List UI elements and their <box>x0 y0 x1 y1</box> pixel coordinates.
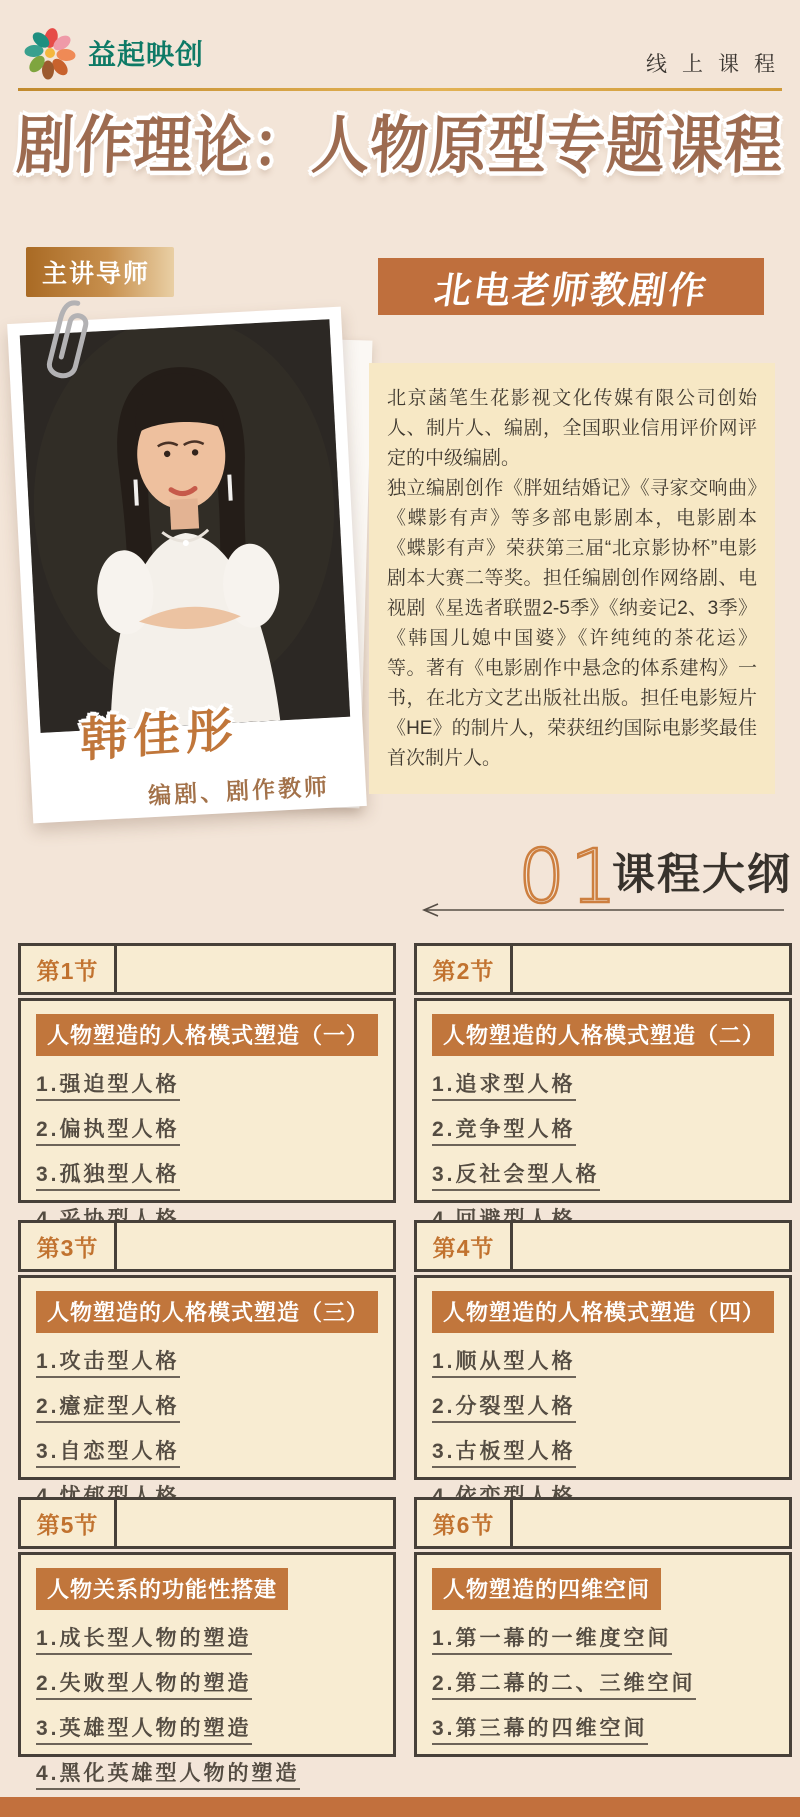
course-card-body <box>18 1552 396 1785</box>
course-card-heading: 人物塑造的四维空间 <box>432 1568 661 1610</box>
course-card-tab-label: 第4节 <box>417 1223 513 1269</box>
arrow-line-icon <box>418 902 784 923</box>
gold-divider <box>18 88 782 91</box>
bio-paragraph: 北京菡笔生花影视文化传媒有限公司创始人、制片人、编剧，全国职业信用评价网评定的中级编剧。 <box>387 388 757 469</box>
outline-item: 3.反社会型人格 <box>432 1158 600 1191</box>
course-card-body <box>414 1275 792 1480</box>
course-card-5 <box>18 1497 396 1785</box>
outline-item: 3.第三幕的四维空间 <box>432 1712 648 1745</box>
outline-item: 3.孤独型人格 <box>36 1158 180 1191</box>
course-card-1 <box>18 943 396 1203</box>
instructor-bio <box>369 363 775 794</box>
outline-item: 1.成长型人物的塑造 <box>36 1622 252 1655</box>
outline-item: 1.顺从型人格 <box>432 1345 576 1378</box>
instructor-name: 韩佳彤 <box>80 702 239 767</box>
course-card-body <box>414 1552 792 1757</box>
outline-item: 2.分裂型人格 <box>432 1390 576 1423</box>
outline-item: 2.癔症型人格 <box>36 1390 180 1423</box>
course-card-tab <box>414 1220 792 1272</box>
outline-item: 2.竞争型人格 <box>432 1113 576 1146</box>
outline-item: 2.偏执型人格 <box>36 1113 180 1146</box>
headline-banner-text: 北电老师教剧作 <box>431 269 710 311</box>
course-card-body <box>414 998 792 1203</box>
course-card-tab <box>18 943 396 995</box>
course-card-tab-label: 第6节 <box>417 1500 513 1546</box>
outline-item: 3.自恋型人格 <box>36 1435 180 1468</box>
section-title: 课程大纲 <box>612 851 792 899</box>
course-card-heading: 人物塑造的人格模式塑造（一） <box>36 1014 378 1056</box>
outline-item: 1.强迫型人格 <box>36 1068 180 1101</box>
course-card-tab <box>414 1497 792 1549</box>
course-card-4 <box>414 1220 792 1480</box>
course-card-6 <box>414 1497 792 1757</box>
course-card-3 <box>18 1220 396 1480</box>
brand-logo <box>24 26 204 80</box>
section-number: 01 <box>518 834 623 920</box>
course-card-tab <box>18 1220 396 1272</box>
outline-item: 3.古板型人格 <box>432 1435 576 1468</box>
footer-bar <box>0 1797 800 1817</box>
course-card-heading: 人物塑造的人格模式塑造（四） <box>432 1291 774 1333</box>
outline-item: 1.攻击型人格 <box>36 1345 180 1378</box>
outline-item: 2.第二幕的二、三维空间 <box>432 1667 696 1700</box>
course-card-body <box>18 998 396 1203</box>
outline-item: 4.黑化英雄型人物的塑造 <box>36 1757 300 1790</box>
course-card-tab-label: 第3节 <box>21 1223 117 1269</box>
outline-item: 1.第一幕的一维度空间 <box>432 1622 672 1655</box>
course-card-heading: 人物关系的功能性搭建 <box>36 1568 288 1610</box>
course-card-tab <box>414 943 792 995</box>
instructor-badge: 主讲导师 <box>26 247 174 297</box>
course-card-tab-label: 第1节 <box>21 946 117 992</box>
brand-name: 益起映创 <box>88 39 205 70</box>
bio-paragraph: 独立编剧创作《胖妞结婚记》《寻家交响曲》《蝶影有声》等多部电影剧本，电影剧本《蝶影有声》荣获第三届“北京影协杯”电影剧本大赛二等奖。担任编剧创作网络剧、电视剧《星选者联盟2-5季》《纳妾记2、3季》《韩国儿媳中国婆》《许纯纯的茶花运》等。著有《电影剧作中悬念的体系建构》一书，在北方文艺出版社出版。担任电影短片《HE》的制片人，荣获纽约国际电影奖最佳首次制片人。 <box>387 478 757 769</box>
course-card-2 <box>414 943 792 1203</box>
course-card-heading: 人物塑造的人格模式塑造（三） <box>36 1291 378 1333</box>
course-card-heading: 人物塑造的人格模式塑造（二） <box>432 1014 774 1056</box>
course-card-tab-label: 第2节 <box>417 946 513 992</box>
outline-item: 3.英雄型人物的塑造 <box>36 1712 252 1745</box>
instructor-role: 编剧、剧作教师 <box>147 773 331 809</box>
flower-logo-icon <box>24 26 78 80</box>
outline-item: 2.失败型人物的塑造 <box>36 1667 252 1700</box>
course-card-tab <box>18 1497 396 1549</box>
course-card-body <box>18 1275 396 1480</box>
outline-item: 1.追求型人格 <box>432 1068 576 1101</box>
headline-banner <box>378 258 764 315</box>
page-title: 剧作理论：人物原型专题课程 <box>15 110 785 182</box>
tagline-online-course: 线上课程 <box>646 53 790 76</box>
course-card-tab-label: 第5节 <box>21 1500 117 1546</box>
